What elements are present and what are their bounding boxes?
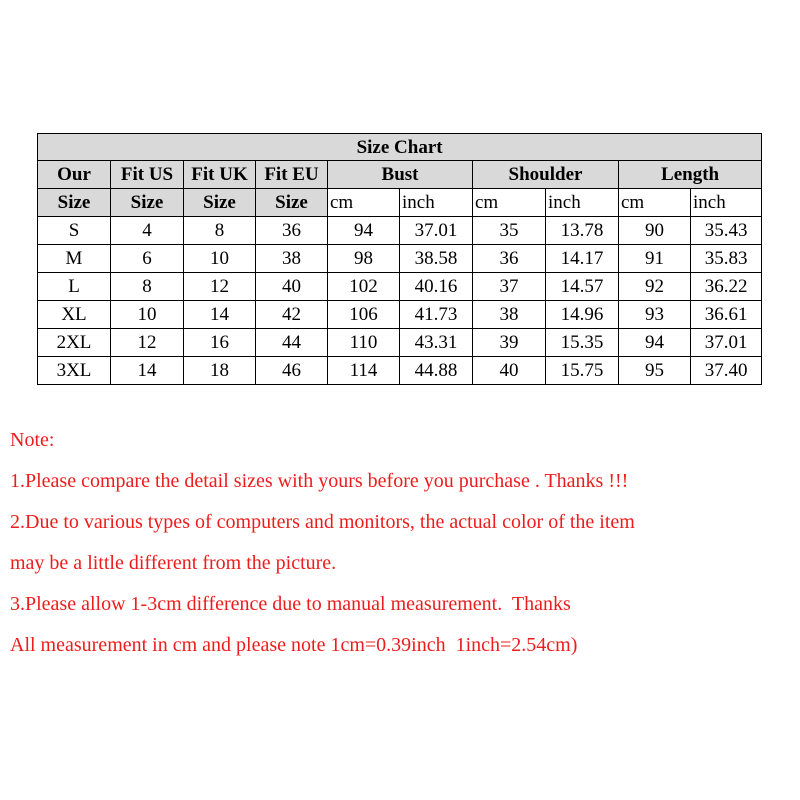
cell-bust-cm: 106 bbox=[328, 301, 400, 329]
unit-length-inch: inch bbox=[691, 189, 762, 217]
cell-our-size: 3XL bbox=[38, 357, 111, 385]
table-row bbox=[38, 273, 762, 301]
cell-length-inch: 35.43 bbox=[691, 217, 762, 245]
cell-our-size: 2XL bbox=[38, 329, 111, 357]
cell-length-cm: 94 bbox=[619, 329, 691, 357]
cell-shoulder-inch: 14.57 bbox=[546, 273, 619, 301]
unit-bust-cm: cm bbox=[328, 189, 400, 217]
cell-length-cm: 95 bbox=[619, 357, 691, 385]
cell-length-inch: 36.61 bbox=[691, 301, 762, 329]
cell-bust-inch: 44.88 bbox=[400, 357, 473, 385]
cell-length-cm: 90 bbox=[619, 217, 691, 245]
cell-our-size: S bbox=[38, 217, 111, 245]
cell-length-inch: 36.22 bbox=[691, 273, 762, 301]
cell-fit-uk: 14 bbox=[184, 301, 256, 329]
cell-length-inch: 37.01 bbox=[691, 329, 762, 357]
unit-shoulder-cm: cm bbox=[473, 189, 546, 217]
notes-heading: Note: bbox=[10, 429, 55, 451]
cell-length-cm: 93 bbox=[619, 301, 691, 329]
unit-bust-inch: inch bbox=[400, 189, 473, 217]
cell-shoulder-cm: 37 bbox=[473, 273, 546, 301]
cell-fit-us: 6 bbox=[111, 245, 184, 273]
table-row bbox=[38, 217, 762, 245]
cell-shoulder-cm: 36 bbox=[473, 245, 546, 273]
cell-fit-eu: 44 bbox=[256, 329, 328, 357]
table-title: Size Chart bbox=[38, 134, 762, 161]
cell-shoulder-inch: 13.78 bbox=[546, 217, 619, 245]
size-rows bbox=[38, 217, 762, 385]
cell-bust-inch: 43.31 bbox=[400, 329, 473, 357]
note-line: 2.Due to various types of computers and monitors, the actual color of the item bbox=[10, 511, 635, 533]
header-fit-us-line1: Fit US bbox=[111, 161, 184, 189]
cell-bust-cm: 102 bbox=[328, 273, 400, 301]
cell-shoulder-cm: 40 bbox=[473, 357, 546, 385]
header-fit-uk-line2: Size bbox=[184, 189, 256, 217]
cell-our-size: M bbox=[38, 245, 111, 273]
cell-fit-uk: 10 bbox=[184, 245, 256, 273]
cell-fit-us: 12 bbox=[111, 329, 184, 357]
cell-shoulder-inch: 14.17 bbox=[546, 245, 619, 273]
cell-bust-inch: 41.73 bbox=[400, 301, 473, 329]
header-fit-eu-line1: Fit EU bbox=[256, 161, 328, 189]
cell-bust-cm: 94 bbox=[328, 217, 400, 245]
table-row bbox=[38, 301, 762, 329]
cell-fit-uk: 18 bbox=[184, 357, 256, 385]
cell-length-inch: 35.83 bbox=[691, 245, 762, 273]
cell-shoulder-cm: 35 bbox=[473, 217, 546, 245]
size-chart-table bbox=[37, 133, 762, 385]
cell-fit-eu: 42 bbox=[256, 301, 328, 329]
table-row bbox=[38, 329, 762, 357]
cell-shoulder-inch: 14.96 bbox=[546, 301, 619, 329]
cell-fit-eu: 36 bbox=[256, 217, 328, 245]
cell-bust-inch: 40.16 bbox=[400, 273, 473, 301]
header-shoulder: Shoulder bbox=[473, 161, 619, 189]
cell-fit-us: 10 bbox=[111, 301, 184, 329]
cell-shoulder-cm: 38 bbox=[473, 301, 546, 329]
cell-length-cm: 91 bbox=[619, 245, 691, 273]
note-line: 1.Please compare the detail sizes with yours before you purchase . Thanks !!! bbox=[10, 470, 629, 492]
cell-bust-cm: 114 bbox=[328, 357, 400, 385]
cell-fit-uk: 16 bbox=[184, 329, 256, 357]
cell-shoulder-inch: 15.35 bbox=[546, 329, 619, 357]
header-fit-uk-line1: Fit UK bbox=[184, 161, 256, 189]
cell-fit-uk: 8 bbox=[184, 217, 256, 245]
header-fit-eu-line2: Size bbox=[256, 189, 328, 217]
header-our-size-line2: Size bbox=[38, 189, 111, 217]
cell-fit-us: 4 bbox=[111, 217, 184, 245]
header-bust: Bust bbox=[328, 161, 473, 189]
header-fit-us-line2: Size bbox=[111, 189, 184, 217]
cell-bust-inch: 37.01 bbox=[400, 217, 473, 245]
note-line: All measurement in cm and please note 1cm=0.39inch 1inch=2.54cm) bbox=[10, 634, 578, 656]
cell-bust-cm: 98 bbox=[328, 245, 400, 273]
cell-fit-us: 14 bbox=[111, 357, 184, 385]
unit-shoulder-inch: inch bbox=[546, 189, 619, 217]
header-length: Length bbox=[619, 161, 762, 189]
cell-fit-eu: 40 bbox=[256, 273, 328, 301]
cell-bust-inch: 38.58 bbox=[400, 245, 473, 273]
notes-section bbox=[10, 420, 798, 666]
table-row bbox=[38, 245, 762, 273]
cell-shoulder-cm: 39 bbox=[473, 329, 546, 357]
cell-fit-eu: 46 bbox=[256, 357, 328, 385]
table-row bbox=[38, 357, 762, 385]
cell-our-size: XL bbox=[38, 301, 111, 329]
cell-bust-cm: 110 bbox=[328, 329, 400, 357]
cell-fit-eu: 38 bbox=[256, 245, 328, 273]
cell-shoulder-inch: 15.75 bbox=[546, 357, 619, 385]
unit-length-cm: cm bbox=[619, 189, 691, 217]
cell-our-size: L bbox=[38, 273, 111, 301]
cell-length-cm: 92 bbox=[619, 273, 691, 301]
cell-fit-uk: 12 bbox=[184, 273, 256, 301]
cell-length-inch: 37.40 bbox=[691, 357, 762, 385]
header-our-size-line1: Our bbox=[38, 161, 111, 189]
note-line: may be a little different from the picture. bbox=[10, 552, 337, 574]
note-line: 3.Please allow 1-3cm difference due to manual measurement. Thanks bbox=[10, 593, 571, 615]
cell-fit-us: 8 bbox=[111, 273, 184, 301]
